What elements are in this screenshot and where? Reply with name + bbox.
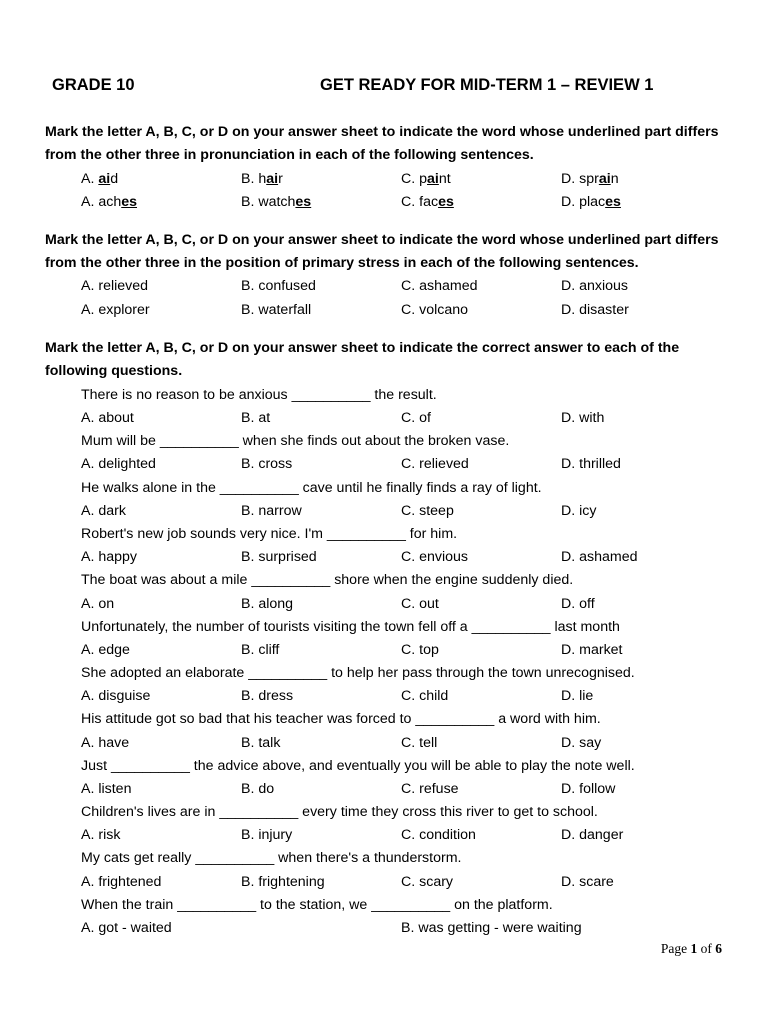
option-c: C. ashamed (401, 278, 478, 294)
question-options (81, 824, 761, 847)
section1-question-2 (81, 191, 761, 214)
question-options (81, 593, 761, 616)
option-c: C. refuse (401, 781, 459, 797)
option-d: D. market (561, 642, 623, 658)
option-d: D. with (561, 410, 605, 426)
option-b: B. surprised (241, 549, 317, 565)
option-d: D. lie (561, 688, 594, 704)
option-c: C. tell (401, 735, 438, 751)
option-d: D. icy (561, 503, 597, 519)
question-text: Unfortunately, the number of tourists visiting the town fell off a __________ last month (81, 619, 620, 635)
option-c: C. envious (401, 549, 469, 565)
option-b: B. waterfall (241, 302, 312, 318)
option-c: C. relieved (401, 456, 469, 472)
question-options (81, 917, 761, 940)
question-options (81, 407, 761, 430)
option-a: A. got - waited (81, 920, 172, 936)
option-b: B. dress (241, 688, 294, 704)
option-a: A. aid (81, 171, 119, 187)
option-b: B. do (241, 781, 275, 797)
grade-label: GRADE 10 (52, 76, 135, 94)
section1-question-1 (81, 168, 761, 191)
option-b: B. injury (241, 827, 293, 843)
question-text: Robert's new job sounds very nice. I'm __________ for him. (81, 526, 458, 542)
question-text: When the train __________ to the station, we __________ on the platform. (81, 897, 553, 913)
option-a: A. about (81, 410, 134, 426)
question-text: She adopted an elaborate __________ to help her pass through the town unrecognised. (81, 665, 635, 681)
section3-instruction: Mark the letter A, B, C, or D on your answer sheet to indicate the correct answer to each of the following questions. (45, 340, 680, 380)
question-options (81, 732, 761, 755)
section2-instruction: Mark the letter A, B, C, or D on your answer sheet to indicate the word whose underlined part differs from the other three in the position of primary stress in each of the following sentences. (45, 232, 719, 272)
option-d: D. anxious (561, 278, 629, 294)
option-b: B. along (241, 596, 294, 612)
option-a: A. happy (81, 549, 138, 565)
option-b: B. watches (241, 194, 312, 210)
question-options (81, 685, 761, 708)
option-a: A. risk (81, 827, 121, 843)
page-header (52, 76, 716, 100)
option-c: C. condition (401, 827, 476, 843)
question-text: His attitude got so bad that his teacher was forced to __________ a word with him. (81, 711, 601, 727)
option-c: C. steep (401, 503, 454, 519)
option-b: B. hair (241, 171, 283, 187)
option-d: D. places (561, 194, 621, 210)
option-c: C. of (401, 410, 431, 426)
option-a: A. aches (81, 194, 138, 210)
question-text: He walks alone in the __________ cave until he finally finds a ray of light. (81, 480, 542, 496)
option-d: D. follow (561, 781, 616, 797)
option-c: C. out (401, 596, 439, 612)
option-d: D. thrilled (561, 456, 621, 472)
question-options (81, 639, 761, 662)
section2-question-2 (81, 299, 761, 322)
question-text: Children's lives are in __________ every time they cross this river to get to school. (81, 804, 598, 820)
option-d: D. disaster (561, 302, 629, 318)
option-c: C. paint (401, 171, 451, 187)
option-b: B. at (241, 410, 271, 426)
option-a: A. have (81, 735, 130, 751)
option-b: B. talk (241, 735, 281, 751)
option-c: C. top (401, 642, 439, 658)
option-d: D. ashamed (561, 549, 638, 565)
option-b: B. was getting - were waiting (401, 920, 582, 936)
option-a: A. edge (81, 642, 130, 658)
question-options (81, 871, 761, 894)
option-a: A. dark (81, 503, 126, 519)
question-text: My cats get really __________ when there's a thunderstorm. (81, 850, 462, 866)
option-a: A. explorer (81, 302, 150, 318)
question-options (81, 500, 761, 523)
section1-instruction: Mark the letter A, B, C, or D on your answer sheet to indicate the word whose underlined part differs from the other three in pronunciation in each of the following sentences. (45, 124, 719, 164)
option-c: C. child (401, 688, 449, 704)
question-options (81, 778, 761, 801)
option-a: A. relieved (81, 278, 149, 294)
option-a: A. delighted (81, 456, 156, 472)
question-options (81, 453, 761, 476)
question-text: The boat was about a mile __________ shore when the engine suddenly died. (81, 572, 574, 588)
option-d: D. sprain (561, 171, 619, 187)
page-title: GET READY FOR MID-TERM 1 – REVIEW 1 (320, 76, 654, 94)
option-b: B. cross (241, 456, 293, 472)
option-d: D. say (561, 735, 602, 751)
question-text: Just __________ the advice above, and eventually you will be able to play the note well. (81, 758, 635, 774)
page-number: Page 1 of 6 (660, 941, 722, 956)
option-b: B. confused (241, 278, 316, 294)
question-text: Mum will be __________ when she finds out about the broken vase. (81, 433, 510, 449)
option-c: C. scary (401, 874, 454, 890)
option-b: B. frightening (241, 874, 325, 890)
option-a: A. disguise (81, 688, 151, 704)
option-b: B. narrow (241, 503, 302, 519)
option-c: C. faces (401, 194, 454, 210)
question-options (81, 546, 761, 569)
option-a: A. frightened (81, 874, 162, 890)
option-d: D. scare (561, 874, 614, 890)
option-c: C. volcano (401, 302, 469, 318)
option-a: A. on (81, 596, 115, 612)
option-d: D. danger (561, 827, 624, 843)
option-b: B. cliff (241, 642, 280, 658)
section2-question-1 (81, 275, 761, 298)
option-d: D. off (561, 596, 595, 612)
option-a: A. listen (81, 781, 132, 797)
question-text: There is no reason to be anxious __________ the result. (81, 387, 437, 403)
